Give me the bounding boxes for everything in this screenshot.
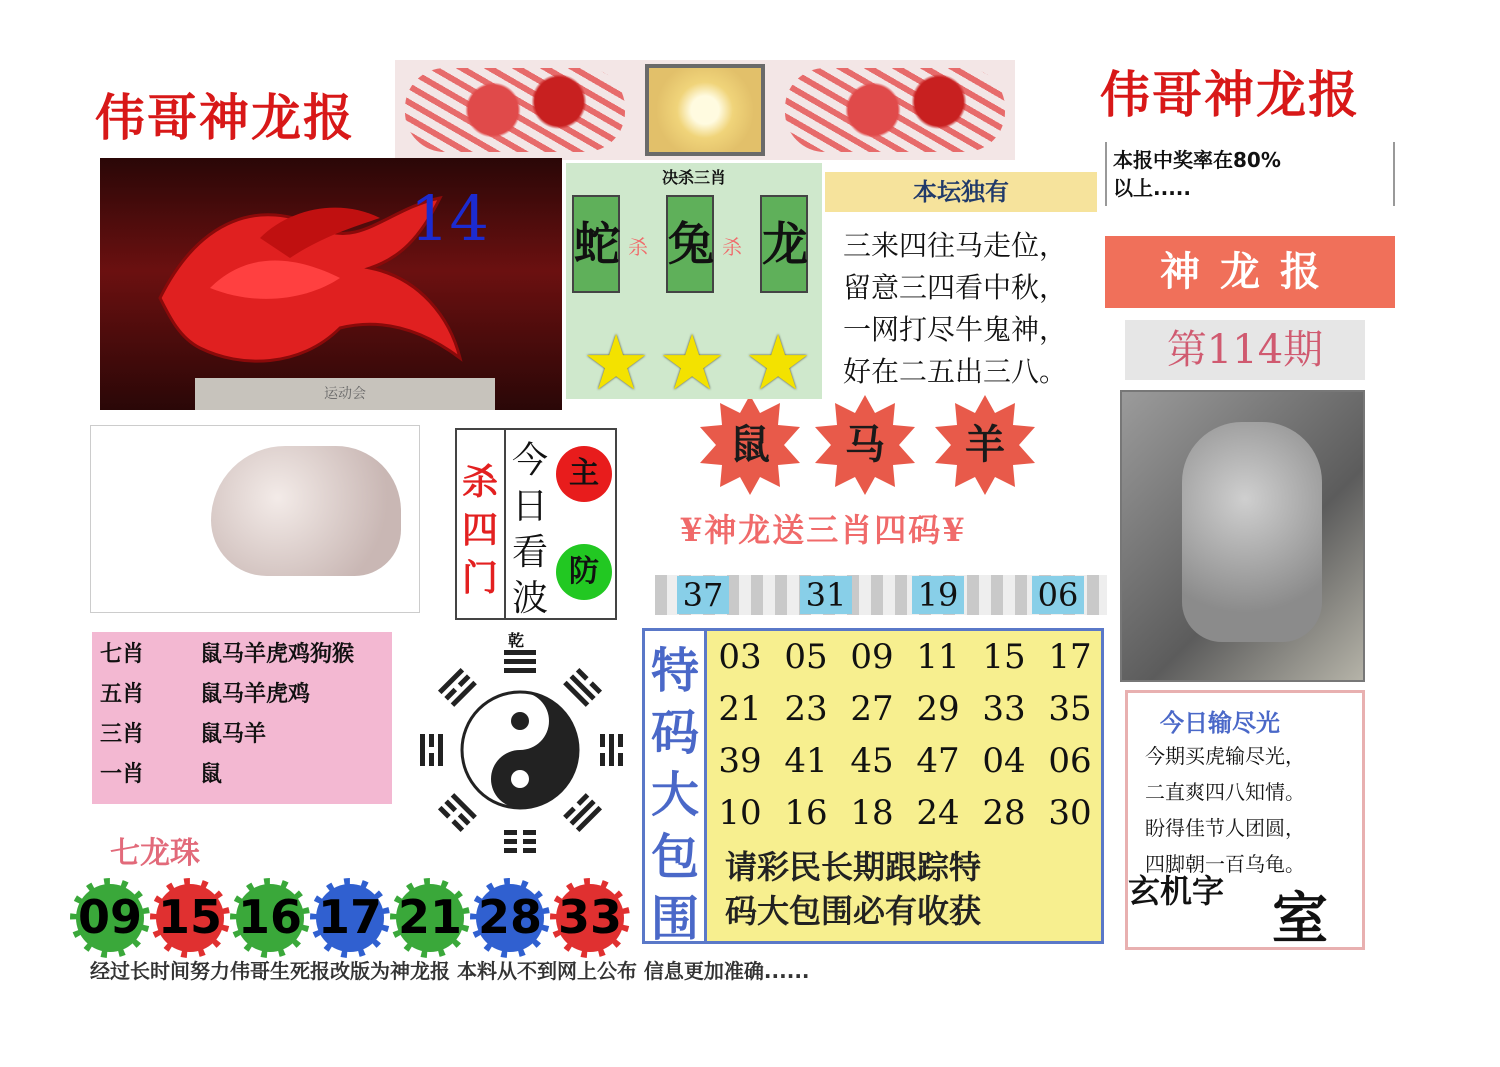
verse-line: 二直爽四八知情。: [1145, 780, 1305, 804]
note-line: 码大包围必有收获: [725, 892, 982, 930]
special-code-number: 24: [916, 793, 960, 833]
four-code: [1010, 575, 1106, 615]
win-rate-line: 本报中奖率在80%: [1113, 148, 1281, 172]
four-code: [655, 575, 751, 615]
label-char: 围: [650, 891, 699, 947]
special-code-number: 28: [982, 793, 1026, 833]
label-char: 大: [650, 767, 699, 823]
verse-line: 四脚朝一百乌龟。: [1145, 852, 1305, 876]
dragon-ball-number: 16: [237, 890, 302, 944]
kill-four-label: [458, 458, 502, 602]
verse-line: 留意三四看中秋，: [843, 271, 1068, 304]
special-code-number: 41: [784, 741, 828, 781]
four-code: [890, 575, 986, 615]
sculpture-number: 14: [410, 182, 489, 255]
code-value: 06: [1032, 576, 1085, 614]
pig-photo: [90, 425, 420, 613]
special-code-number: 30: [1048, 793, 1092, 833]
special-code-number: 17: [1048, 637, 1092, 677]
zodiac-list: [92, 632, 392, 804]
exclusive-heading: 本坛独有: [825, 172, 1097, 212]
kill-mark-1: 杀: [628, 235, 648, 259]
chinchilla-icon: [1182, 422, 1322, 642]
list-value: 鼠马羊虎鸡狗猴: [200, 641, 355, 667]
zodiac-burst-2: 马: [815, 395, 915, 495]
label-char: 码: [650, 705, 699, 761]
dragon-ball-number: 15: [157, 890, 222, 944]
four-code: [778, 575, 874, 615]
win-rate-box: [1105, 142, 1395, 206]
special-code-number: 15: [982, 637, 1026, 677]
mystery-label: 玄机字: [1128, 872, 1225, 910]
bagua-top-label: 乾: [508, 631, 525, 650]
sculpture-photo: [100, 158, 562, 410]
label-char: 特: [650, 643, 699, 699]
dragon-ball-number: 28: [477, 890, 542, 944]
kill-zodiac-2: 兔: [666, 195, 714, 293]
list-key: 五肖: [100, 681, 145, 707]
pig-icon: [211, 446, 401, 576]
footer-text: 经过长时间努力伟哥生死报改版为神龙报 本料从不到网上公布 信息更加准确......: [90, 959, 810, 983]
zodiac-burst-1: 鼠: [700, 395, 800, 495]
list-item: [92, 632, 392, 672]
special-code-note: [725, 845, 1085, 933]
special-code-number: 45: [850, 741, 894, 781]
lose-all-title: 今日输尽光: [1160, 709, 1280, 737]
kill-four-char: 杀四门: [461, 461, 498, 599]
special-code-number: 06: [1048, 741, 1092, 781]
special-code-number: 03: [718, 637, 762, 677]
label-char: 包: [650, 829, 699, 885]
watch-wave-text: 今日看波: [511, 440, 548, 619]
list-key: 三肖: [100, 721, 145, 747]
main-badge: 主: [556, 446, 612, 502]
brand-box: 神龙报: [1105, 236, 1395, 308]
star-icon: ★: [744, 318, 813, 407]
dragon-banner: [395, 60, 1015, 160]
special-code-number: 23: [784, 689, 828, 729]
divider: [504, 430, 506, 618]
verse-line: 盼得佳节人团圆，: [1145, 816, 1305, 840]
list-item: [92, 752, 392, 792]
sculpture-base: 运动会: [195, 378, 495, 410]
kill-three-title: 决杀三肖: [661, 168, 726, 187]
list-value: 鼠马羊: [200, 721, 267, 747]
list-item: [92, 672, 392, 712]
special-code-number: 18: [850, 793, 894, 833]
special-code-number: 04: [982, 741, 1026, 781]
star-icon: ★: [658, 318, 727, 407]
code-value: 19: [912, 576, 965, 614]
dragon-ball-number: 17: [317, 890, 382, 944]
special-code-number: 16: [784, 793, 828, 833]
code-value: 37: [677, 576, 730, 614]
kill-mark-2: 杀: [722, 235, 742, 259]
left-title: 伟哥神龙报: [95, 88, 355, 147]
special-code-number: 10: [718, 793, 762, 833]
special-code-number: 35: [1048, 689, 1092, 729]
special-code-number: 27: [850, 689, 894, 729]
win-rate-line: 以上.....: [1113, 176, 1191, 200]
note-line: 请彩民长期跟踪特: [725, 848, 982, 886]
special-code-number: 29: [916, 689, 960, 729]
watch-wave-label: [508, 438, 552, 622]
zodiac-burst-3: 羊: [935, 395, 1035, 495]
verse-line: 一网打尽牛鬼神，: [843, 313, 1068, 346]
lose-all-verse: [1145, 738, 1305, 882]
verse-line: 今期买虎输尽光，: [1145, 744, 1305, 768]
bagua-yinyang-icon: [400, 630, 640, 870]
special-code-number: 11: [916, 637, 960, 677]
star-icon: ★: [582, 318, 651, 407]
kill-zodiac-1: 蛇: [572, 195, 620, 293]
list-value: 鼠: [200, 761, 223, 787]
dragon-ball-number: 21: [397, 890, 462, 944]
special-code-number: 21: [718, 689, 762, 729]
special-code-number: 33: [982, 689, 1026, 729]
issue-number: 第114期: [1125, 320, 1365, 380]
chinchilla-photo: [1120, 390, 1365, 682]
dragon-ball-number: 09: [77, 890, 142, 944]
list-key: 七肖: [100, 641, 145, 667]
seven-dragon-label: 七龙珠: [110, 836, 200, 871]
kill-zodiac-3: 龙: [760, 195, 808, 293]
dragon-right-icon: [785, 68, 1005, 152]
verse-line: 三来四往马走位，: [843, 229, 1068, 262]
list-value: 鼠马羊虎鸡: [200, 681, 311, 707]
special-code-label: [648, 640, 702, 950]
exclusive-verse: [843, 225, 1067, 393]
dragon-ball-number: 33: [557, 890, 622, 944]
special-code-number: 05: [784, 637, 828, 677]
defend-badge: 防: [556, 544, 612, 600]
list-item: [92, 712, 392, 752]
code-value: 31: [800, 576, 853, 614]
special-code-number: 47: [916, 741, 960, 781]
kill-three-panel: [566, 163, 822, 407]
verse-line: 好在二五出三八。: [843, 355, 1068, 388]
send-line: ¥神龙送三肖四码¥: [680, 511, 967, 549]
sun-emblem-icon: [645, 64, 765, 156]
right-title: 伟哥神龙报: [1100, 65, 1360, 124]
special-code-number: 09: [850, 637, 894, 677]
mystery-character: 室: [1272, 886, 1328, 952]
dragon-left-icon: [405, 68, 625, 152]
special-code-number: 39: [718, 741, 762, 781]
list-key: 一肖: [100, 761, 145, 787]
